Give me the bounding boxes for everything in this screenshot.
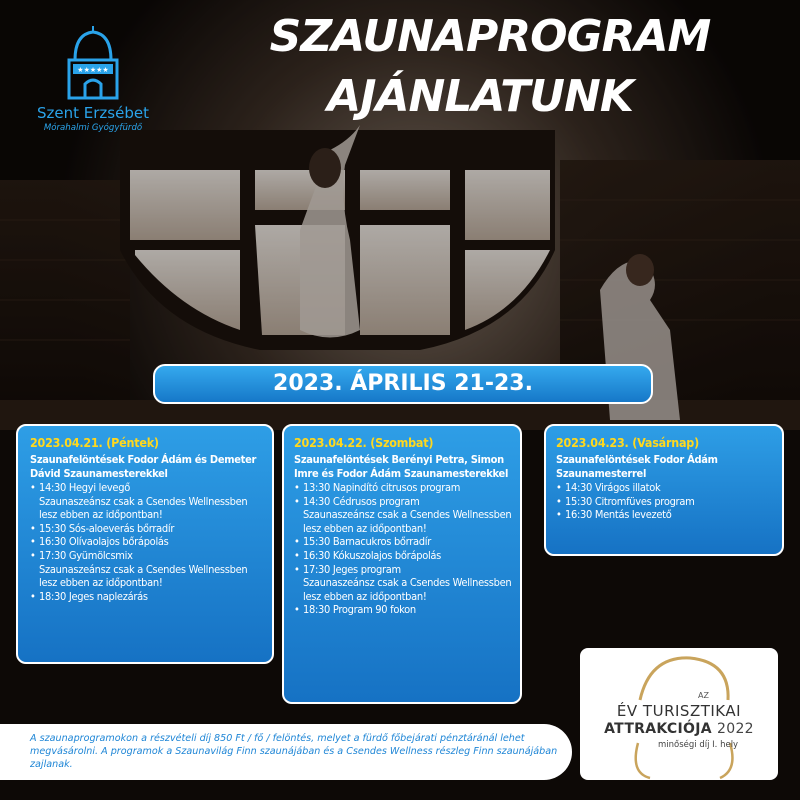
award-line-1: ÉV TURISZTIKAI [616,702,742,720]
day-hosts: Szaunafelöntések Berényi Petra, Simon Imre és Fodor Ádám Szaunamesterekkel [294,453,509,480]
list-item: • 18:30 Jeges naplezárás [30,590,264,604]
logo-name: Szent Erzsébet [37,104,149,122]
day-hosts: Szaunafelöntések Fodor Ádám Szaunamesterrel [556,453,718,480]
award-line-2: ATTRAKCIÓJA 2022 [604,721,754,737]
day-date: 2023.04.22. (Szombat) [294,435,434,450]
brand-logo [28,22,158,133]
logo-subtitle: Mórahalmi Gyógyfürdő [43,123,143,133]
award-line-3: minőségi díj I. hely [658,740,739,750]
title-line-2: AJÁNLATUNK [327,71,633,122]
program-list [30,481,264,603]
list-item: • 14:30 Hegyi levegő Szaunaszeánsz csak a Csendes Wellnessben lesz ebben az időpontban! [30,481,264,522]
day-card-sunday [544,424,784,556]
title-line-1: SZAUNAPROGRAM [269,11,711,62]
day-date: 2023.04.21. (Péntek) [30,435,159,450]
award-az: AZ [698,691,709,700]
event-date-banner: 2023. ÁPRILIS 21-23. [153,364,653,404]
list-item: • 17:30 Gyümölcsmix Szaunaszeánsz csak a Csendes Wellnessben lesz ebben az időpontban! [30,549,264,590]
list-item: • 15:30 Sós-aloeverás bőrradír [30,522,264,536]
list-item: • 15:30 Citromfüves program [556,495,774,509]
price-info-note: A szaunaprogramokon a részvételi díj 850 Ft / fő / felöntés, melyet a fürdő főbejárati pénztáránál lehet megvásárolni. A programok a Szaunavilág Finn szaunájában és a Csendes Wellness részleg Finn szaunájában zajlanak. [0,724,572,780]
list-item: • 14:30 Cédrusos program Szaunaszeánsz csak a Csendes Wellnessben lesz ebben az időpontban! [294,495,512,536]
day-date: 2023.04.23. (Vasárnap) [556,435,699,450]
list-item: • 14:30 Virágos illatok [556,481,774,495]
list-item: • 16:30 Kókuszolajos bőrápolás [294,549,512,563]
program-list [294,481,512,617]
program-list [556,481,774,522]
list-item: • 13:30 Napindító citrusos program [294,481,512,495]
award-badge [580,648,778,780]
list-item: • 16:30 Olívaolajos bőrápolás [30,535,264,549]
list-item: • 18:30 Program 90 fokon [294,603,512,617]
list-item: • 15:30 Barnacukros bőrradír [294,535,512,549]
award-year: 2022 [717,721,754,737]
list-item: • 17:30 Jeges program Szaunaszeánsz csak a Csendes Wellnessben lesz ebben az időpontban! [294,563,512,604]
day-card-friday [16,424,274,664]
logo-stars: ★★★★★ [77,66,109,74]
list-item: • 16:30 Mentás levezető [556,508,774,522]
page-title [180,10,800,124]
tower-icon [61,22,125,102]
day-hosts: Szaunafelöntések Fodor Ádám és Demeter Dávid Szaunamesterekkel [30,453,257,480]
day-card-saturday [282,424,522,704]
